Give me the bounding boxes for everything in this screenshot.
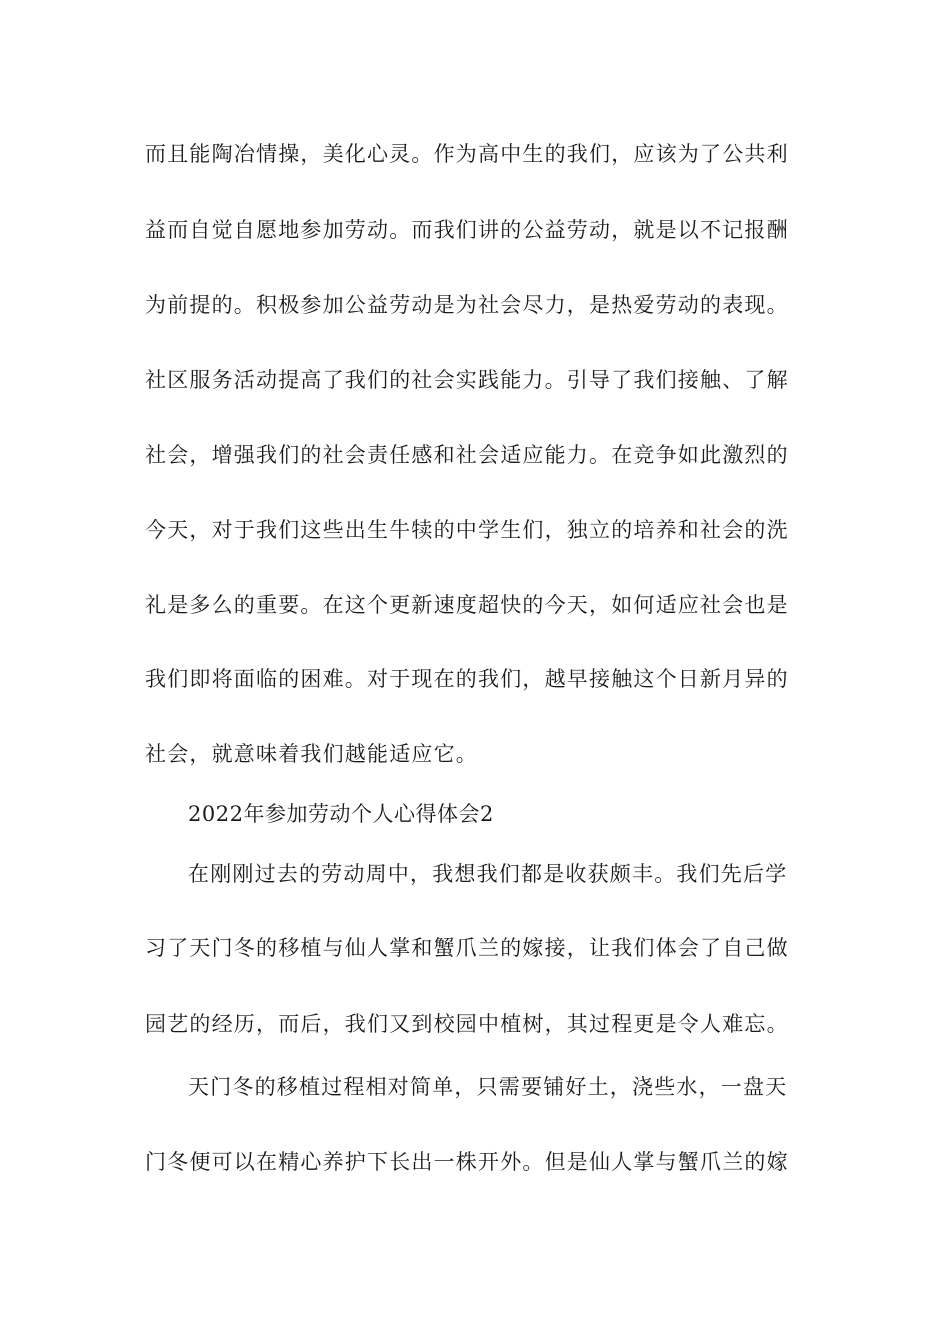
paragraph-1-line-8: 我们即将面临的困难。对于现在的我们，越早接触这个日新月异的	[145, 667, 789, 691]
paragraph-1-line-6: 今天，对于我们这些出生牛犊的中学生们，独立的培养和社会的洗	[145, 518, 789, 542]
paragraph-1-line-1: 而且能陶冶情操，美化心灵。作为高中生的我们，应该为了公共利	[145, 142, 789, 166]
paragraph-1-line-5: 社会，增强我们的社会责任感和社会适应能力。在竞争如此激烈的	[145, 443, 789, 467]
paragraph-1-line-4: 社区服务活动提高了我们的社会实践能力。引导了我们接触、了解	[145, 368, 789, 392]
paragraph-2-line-1: 在刚刚过去的劳动周中，我想我们都是收获颇丰。我们先后学	[188, 862, 788, 886]
paragraph-2-line-3: 园艺的经历，而后，我们又到校园中植树，其过程更是令人难忘。	[145, 1012, 789, 1036]
paragraph-3-line-2: 门冬便可以在精心养护下长出一株开外。但是仙人掌与蟹爪兰的嫁	[145, 1150, 789, 1174]
paragraph-1-line-9: 社会，就意味着我们越能适应它。	[145, 742, 478, 766]
paragraph-3-line-1: 天门冬的移植过程相对简单，只需要铺好土，浇些水，一盘天	[188, 1075, 788, 1099]
paragraph-1-line-7: 礼是多么的重要。在这个更新速度超快的今天，如何适应社会也是	[145, 593, 789, 617]
paragraph-2-line-2: 习了天门冬的移植与仙人掌和蟹爪兰的嫁接，让我们体会了自己做	[145, 936, 789, 960]
paragraph-1-line-2: 益而自觉自愿地参加劳动。而我们讲的公益劳动，就是以不记报酬	[145, 218, 789, 242]
section-heading: 2022年参加劳动个人心得体会2	[188, 802, 494, 826]
paragraph-1-line-3: 为前提的。积极参加公益劳动是为社会尽力，是热爱劳动的表现。	[145, 293, 789, 317]
